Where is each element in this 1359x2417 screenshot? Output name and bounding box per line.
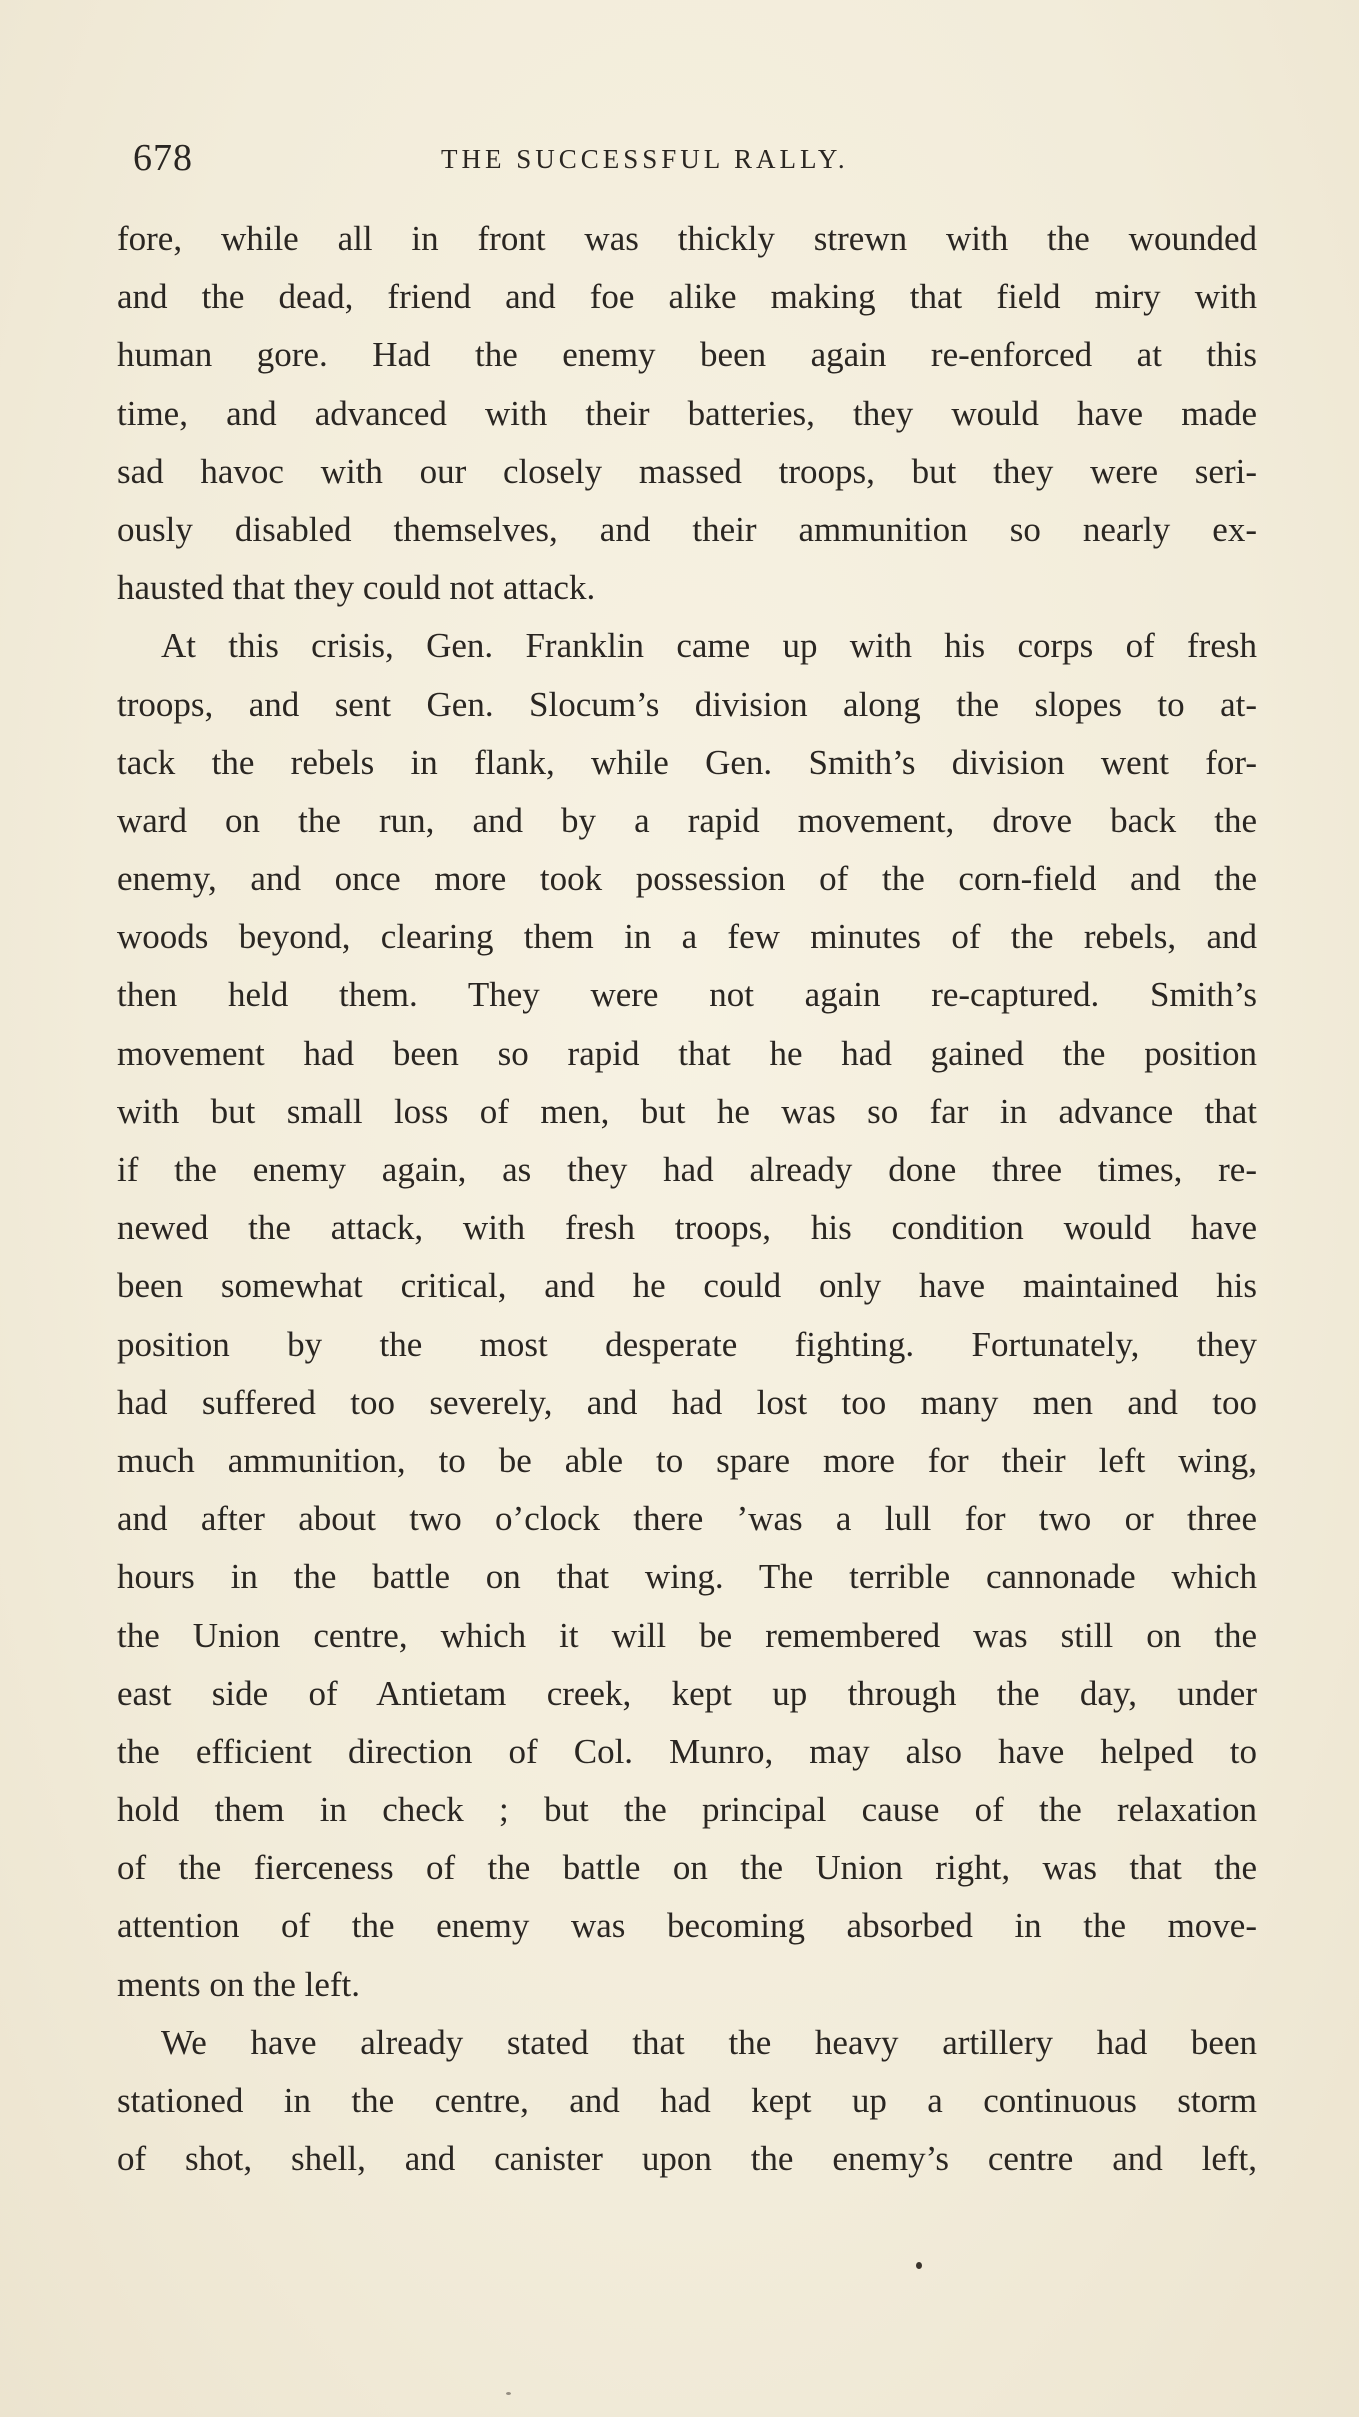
- text-line: sad havoc with our closely massed troops, but they were seri-: [117, 451, 1257, 491]
- text-line: fore, while all in front was thickly strewn with the wounded: [117, 219, 1257, 258]
- text-line: position by the most desperate fighting. Fortunately, they: [117, 1324, 1257, 1364]
- text-line: stationed in the centre, and had kept up a continuous storm: [117, 2081, 1257, 2120]
- text-line: troops, and sent Gen. Slocum’s division along the slopes to at-: [117, 684, 1257, 724]
- text-line: human gore. Had the enemy been again re-enforced at this: [117, 335, 1257, 375]
- body-text: [117, 210, 1257, 2188]
- text-line: much ammunition, to be able to spare more for their left wing,: [117, 1440, 1257, 1480]
- text-line: enemy, and once more took possession of the corn-field and the: [117, 859, 1257, 899]
- text-line: then held them. They were not again re-captured. Smith’s: [117, 975, 1257, 1015]
- text-line: hours in the battle on that wing. The terrible cannonade which: [117, 1557, 1257, 1597]
- paragraph-start-line: We have already stated that the heavy artillery had been: [161, 2022, 1257, 2062]
- ink-speck: [506, 2392, 511, 2395]
- text-line: ously disabled themselves, and their ammunition so nearly ex-: [117, 509, 1257, 549]
- text-line: tack the rebels in flank, while Gen. Smith’s division went for-: [117, 742, 1257, 782]
- text-line: ments on the left.: [117, 1964, 361, 2004]
- page-number: 678: [133, 137, 193, 179]
- text-line: the Union centre, which it will be remembered was still on the: [117, 1615, 1257, 1655]
- text-line: ward on the run, and by a rapid movement, drove back the: [117, 800, 1257, 840]
- text-line: time, and advanced with their batteries, they would have made: [117, 393, 1257, 433]
- text-line: hold them in check ; but the principal cause of the relaxation: [117, 1790, 1257, 1830]
- text-line: woods beyond, clearing them in a few minutes of the rebels, and: [117, 917, 1257, 957]
- paragraph-start-line: At this crisis, Gen. Franklin came up with his corps of fresh: [161, 626, 1257, 666]
- text-line: of the fierceness of the battle on the Union right, was that the: [117, 1848, 1257, 1888]
- text-line: newed the attack, with fresh troops, his condition would have: [117, 1208, 1257, 1248]
- text-line: with but small loss of men, but he was so far in advance that: [117, 1091, 1257, 1131]
- text-line: and the dead, friend and foe alike making that field miry with: [117, 277, 1257, 317]
- text-line: been somewhat critical, and he could only have maintained his: [117, 1266, 1257, 1306]
- text-line: if the enemy again, as they had already done three times, re-: [117, 1150, 1257, 1189]
- text-line: and after about two o’clock there ’was a lull for two or three: [117, 1499, 1257, 1539]
- text-line: the efficient direction of Col. Munro, may also have helped to: [117, 1731, 1257, 1771]
- text-line: movement had been so rapid that he had gained the position: [117, 1033, 1257, 1073]
- running-title: THE SUCCESSFUL RALLY.: [441, 144, 849, 174]
- text-line: hausted that they could not attack.: [117, 568, 596, 608]
- text-line: of shot, shell, and canister upon the enemy’s centre and left,: [117, 2139, 1257, 2179]
- ink-speck: [916, 2262, 922, 2269]
- text-line: east side of Antietam creek, kept up through the day, under: [117, 1673, 1257, 1713]
- text-line: attention of the enemy was becoming absorbed in the move-: [117, 1906, 1257, 1946]
- text-line: had suffered too severely, and had lost too many men and too: [117, 1382, 1257, 1422]
- running-head: [133, 136, 1243, 186]
